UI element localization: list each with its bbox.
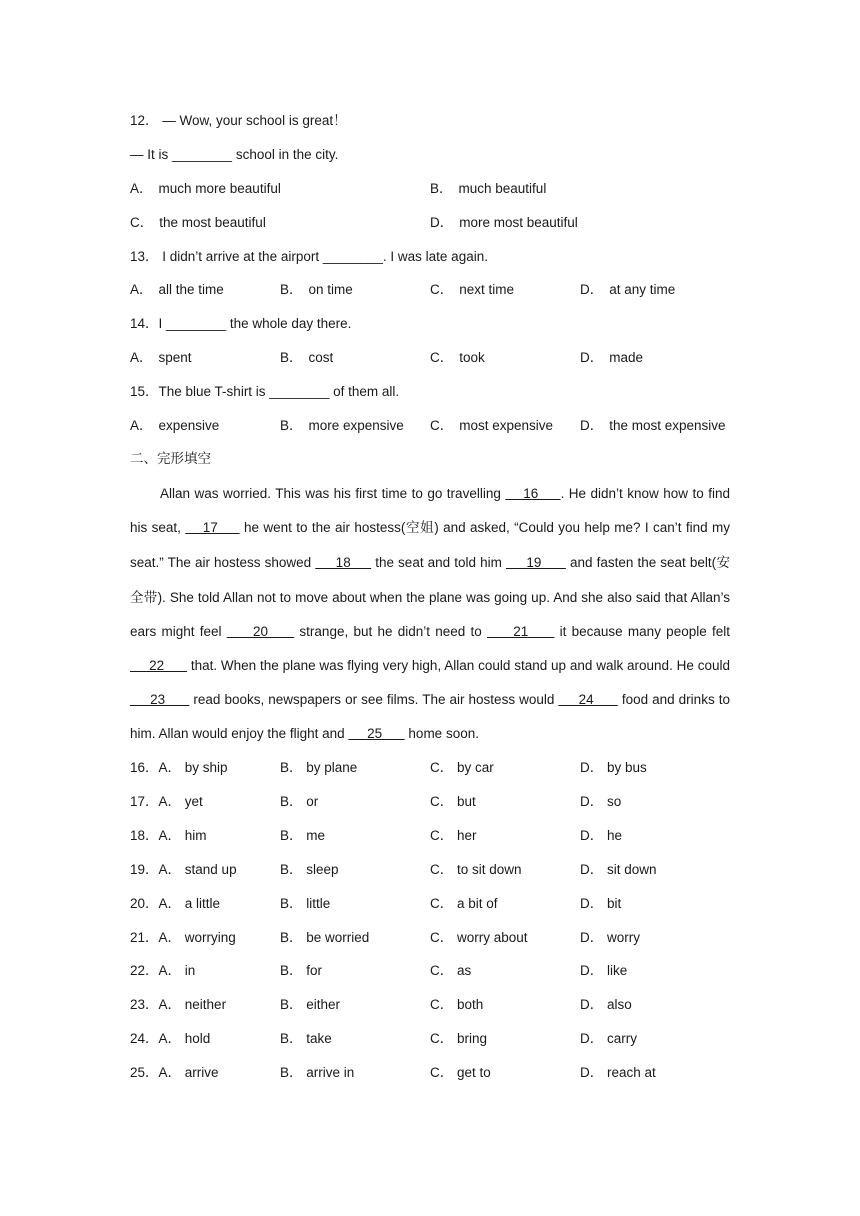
option-a: A． spent xyxy=(130,350,192,366)
option-c: C． her xyxy=(430,827,477,843)
question-14-options xyxy=(130,341,730,375)
question-13-options xyxy=(130,273,730,307)
option-d: D． bit xyxy=(580,895,622,911)
option-d: D． by bus xyxy=(580,760,647,776)
question-12-options-row-2 xyxy=(130,206,730,240)
blank-18: 18 xyxy=(315,554,372,570)
option-b: B． arrive in xyxy=(280,1065,355,1081)
option-b: B． sleep xyxy=(280,861,339,877)
question-12-stem-2: — It is ________ school in the city. xyxy=(130,146,339,162)
cloze-question-23: 23．A． neither B． either C． both D． also xyxy=(130,988,730,1022)
option-c: C． get to xyxy=(430,1065,491,1081)
option-a: A． worrying xyxy=(158,929,236,945)
blank-16: 16 xyxy=(505,485,561,501)
blank-22: 22 xyxy=(130,658,188,674)
option-d: D． he xyxy=(580,827,623,843)
option-c: C． but xyxy=(430,793,476,809)
option-d: D． the most expensive xyxy=(580,418,726,434)
option-d: D． made xyxy=(580,350,644,366)
option-c: C． as xyxy=(430,963,472,979)
option-c: C． to sit down xyxy=(430,861,522,877)
question-13-stem: 13． I didn’t arrive at the airport ________. I was late again. xyxy=(130,248,488,264)
cloze-question-25: 25．A． arrive B． arrive in C． get to D． reach at xyxy=(130,1056,730,1090)
option-b: B． more expensive xyxy=(280,418,404,434)
option-c: C． the most beautiful xyxy=(130,214,266,230)
cloze-question-22: 22．A． in B． for C． as D． like xyxy=(130,954,730,988)
option-d: D． like xyxy=(580,963,628,979)
option-c: C． most expensive xyxy=(430,418,554,434)
option-d: D． carry xyxy=(580,1031,637,1047)
option-a: A． a little xyxy=(158,895,221,911)
blank-24: 24 xyxy=(558,692,618,708)
cloze-question-24: 24．A． hold B． take C． bring D． carry xyxy=(130,1022,730,1056)
option-d: D． worry xyxy=(580,929,640,945)
option-d: D． so xyxy=(580,793,622,809)
option-b: B． by plane xyxy=(280,760,358,776)
blank-21: 21 xyxy=(487,624,555,640)
blank-23: 23 xyxy=(130,692,190,708)
cloze-question-21: 21．A． worrying B． be worried C． worry about D． worry xyxy=(130,921,730,955)
option-a: A． him xyxy=(158,827,207,843)
option-a: A． stand up xyxy=(158,861,237,877)
option-c: C． by car xyxy=(430,760,494,776)
option-a: A． much more beautiful xyxy=(130,180,281,196)
blank-17: 17 xyxy=(185,519,240,535)
option-a: A． hold xyxy=(158,1031,211,1047)
option-a: A． expensive xyxy=(130,418,220,434)
option-a: A． by ship xyxy=(158,760,228,776)
option-b: B． much beautiful xyxy=(430,180,547,196)
option-c: C． next time xyxy=(430,282,515,298)
option-b: B． be worried xyxy=(280,929,370,945)
option-b: B． for xyxy=(280,963,323,979)
cloze-question-19: 19．A． stand up B． sleep C． to sit down D． sit down xyxy=(130,853,730,887)
blank-20: 20 xyxy=(226,624,295,640)
option-d: D． at any time xyxy=(580,282,676,298)
option-c: C． took xyxy=(430,350,485,366)
exam-page xyxy=(130,104,730,1090)
option-b: B． either xyxy=(280,997,341,1013)
section-title: 二、完形填空 xyxy=(130,450,211,467)
question-15-options xyxy=(130,409,730,443)
option-d: D． more most beautiful xyxy=(430,214,578,230)
option-c: C． both xyxy=(430,997,484,1013)
option-a: A． arrive xyxy=(158,1065,219,1081)
option-c: C． a bit of xyxy=(430,895,498,911)
blank-25: 25 xyxy=(348,726,405,742)
option-a: A． yet xyxy=(158,793,203,809)
option-a: A． in xyxy=(158,963,196,979)
option-a: A． neither xyxy=(158,997,227,1013)
option-a: A． all the time xyxy=(130,282,224,298)
cloze-question-16: 16．A． by ship B． by plane C． by car D． by bus xyxy=(130,751,730,785)
option-b: B． little xyxy=(280,895,331,911)
question-15-stem: 15．The blue T-shirt is ________ of them all. xyxy=(130,384,400,400)
option-b: B． on time xyxy=(280,282,353,298)
option-d: D． sit down xyxy=(580,861,657,877)
blank-19: 19 xyxy=(505,554,566,570)
cloze-question-18: 18．A． him B． me C． her D． he xyxy=(130,819,730,853)
question-12-stem-1: 12． — Wow, your school is great！ xyxy=(130,113,347,128)
option-d: D． reach at xyxy=(580,1065,656,1081)
option-b: B． take xyxy=(280,1031,332,1047)
cloze-passage: Allan was worried. This was his first time to go travelling 16 . He didn’t know how to find his seat, 17 he went to the air hostess(空姐) and asked, “Could you help me? I can’t find my seat.” The air hostess showed 18 the seat and told him 19 and fasten the seat belt(安全带). She told Allan not to move about when the plane was going up. And she also said that Allan’s ears might feel 20 strange, but he didn’t need to 21 it because many people felt 22 that. When the plane was flying very high, Allan could stand up and walk around. He could 23 read books, newspapers or see films. The air hostess would 24 food and drinks to him. Allan would enjoy the flight and 25 home soon. xyxy=(130,485,731,742)
option-b: B． or xyxy=(280,793,319,809)
option-b: B． cost xyxy=(280,350,334,366)
option-d: D． also xyxy=(580,997,632,1013)
option-c: C． bring xyxy=(430,1031,488,1047)
cloze-question-17: 17．A． yet B． or C． but D． so xyxy=(130,785,730,819)
question-14-stem: 14．I ________ the whole day there. xyxy=(130,316,352,332)
cloze-question-20: 20．A． a little B． little C． a bit of D． bit xyxy=(130,887,730,921)
option-b: B． me xyxy=(280,827,326,843)
cloze-options-list xyxy=(130,751,730,1090)
option-c: C． worry about xyxy=(430,929,528,945)
question-12-options-row-1 xyxy=(130,172,730,206)
